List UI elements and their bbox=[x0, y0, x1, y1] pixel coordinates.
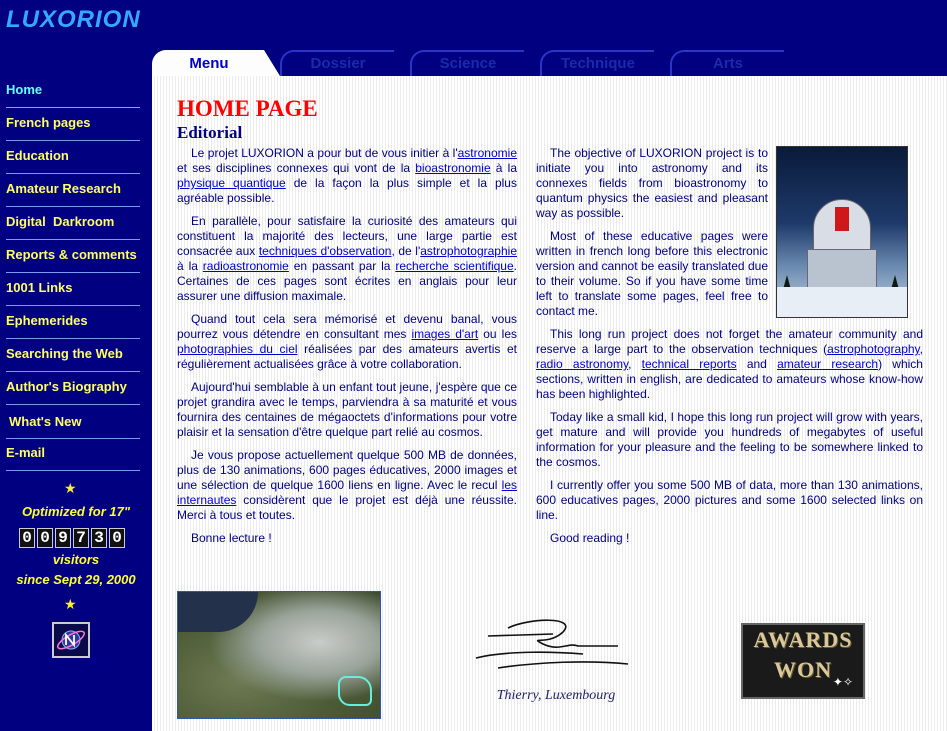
signature-name: Thierry, Luxembourg bbox=[496, 688, 616, 703]
link-astrophotography[interactable]: astrophotography bbox=[827, 342, 920, 356]
awards-text: AWARDS bbox=[753, 627, 853, 652]
sidebar-item-links[interactable]: 1001 Links bbox=[6, 280, 73, 295]
sidebar-item-amateur-research[interactable]: Amateur Research bbox=[6, 181, 121, 196]
paragraph: En parallèle, pour satisfaire la curiosité des amateurs qui constituent la majorité des lecteurs, une large partie est consacrée aux techniques d'observation, de l'astrophotographie à la radioastronomie en passant par la recherche scientifique. Certaines de ces pages sont écrites en anglais pour leur assurer une diffusion maximale. bbox=[177, 214, 517, 303]
counter-digit: 0 bbox=[109, 528, 125, 548]
sparkle-icon: ✦✧ bbox=[832, 675, 853, 689]
editorial-heading: Editorial bbox=[177, 123, 243, 142]
link-techniques-observation[interactable]: techniques d'observation bbox=[258, 244, 392, 258]
tab-arts[interactable] bbox=[670, 50, 784, 76]
awards-text: WON bbox=[774, 657, 832, 682]
nav-divider bbox=[6, 404, 140, 405]
sidebar-item-ephemerides[interactable]: Ephemerides bbox=[6, 313, 88, 328]
since-date: since Sept 29, 2000 bbox=[16, 572, 136, 587]
signature-image bbox=[468, 606, 638, 676]
link-images-art[interactable]: images d'art bbox=[411, 327, 479, 341]
paragraph: Most of these educative pages were written in french long before this electronic version and cannot be easily translated due to their volume. So if you have some time left to translate some pages, feel free to contact me. bbox=[536, 229, 768, 318]
sidebar-item-biography[interactable]: Author's Biography bbox=[6, 379, 127, 394]
counter-digit: 9 bbox=[55, 528, 71, 548]
sidebar-item-email[interactable]: E-mail bbox=[6, 445, 46, 460]
link-bioastronomie[interactable]: bioastronomie bbox=[415, 161, 491, 175]
link-astrophotographie[interactable]: astrophotographie bbox=[420, 244, 517, 258]
nav-divider bbox=[6, 338, 140, 339]
paragraph: The objective of LUXORION project is to initiate you into astronomy and its connexes fields from bioastronomy to quantum physics the easiest and pleasant way as possible. bbox=[536, 146, 768, 220]
nav-divider bbox=[6, 239, 140, 240]
orbit-logo-icon[interactable] bbox=[52, 622, 90, 658]
star-icon: ★ bbox=[64, 480, 77, 496]
visitors-label: visitors bbox=[52, 552, 100, 567]
paragraph: Bonne lecture ! bbox=[191, 531, 272, 545]
top-tabs bbox=[152, 50, 947, 76]
tab-label: Dossier bbox=[310, 55, 366, 72]
nav-divider bbox=[6, 438, 140, 439]
nav-divider bbox=[6, 206, 140, 207]
tab-label: Menu bbox=[189, 55, 229, 72]
visitor-counter bbox=[19, 528, 125, 548]
counter-digit: 7 bbox=[73, 528, 89, 548]
site-logo[interactable]: LUXORION bbox=[6, 6, 141, 33]
tab-label: Arts bbox=[712, 55, 743, 72]
link-radio-astronomy[interactable]: radio astronomy bbox=[536, 357, 629, 371]
tab-dossier[interactable] bbox=[280, 50, 394, 76]
link-astronomie[interactable]: astronomie bbox=[457, 146, 517, 160]
sidebar bbox=[0, 76, 152, 731]
page-title: HOME PAGE bbox=[177, 96, 318, 121]
counter-digit: 3 bbox=[91, 528, 107, 548]
tab-menu[interactable] bbox=[152, 50, 264, 76]
editorial-english-column bbox=[536, 146, 923, 554]
tab-label: Science bbox=[439, 55, 497, 72]
link-amateur-research[interactable]: amateur research bbox=[777, 357, 879, 371]
paragraph: Aujourd'hui semblable à un enfant tout jeune, j'espère que ce projet grandira avec le temps, parviendra à sa maturité et vous fournira des centaines de mégaoctets d'informations pour votre plaisir et la sensation d'être quelque part relié au cosmos. bbox=[177, 380, 517, 439]
optimized-note: Optimized for 17" bbox=[21, 504, 130, 519]
nav-divider bbox=[6, 140, 140, 141]
sidebar-item-digital-darkroom[interactable]: Digital Darkroom bbox=[6, 214, 115, 229]
sidebar-item-french-pages[interactable]: French pages bbox=[6, 115, 91, 130]
counter-digit: 0 bbox=[19, 528, 35, 548]
nav-divider bbox=[6, 173, 140, 174]
counter-digit: 0 bbox=[37, 528, 53, 548]
star-icon: ★ bbox=[64, 596, 77, 612]
awards-won-badge[interactable] bbox=[741, 623, 865, 699]
sidebar-item-home[interactable]: Home bbox=[6, 82, 43, 97]
nav-divider bbox=[6, 272, 140, 273]
nav-divider bbox=[6, 305, 140, 306]
nav-divider bbox=[6, 107, 140, 108]
sidebar-item-whats-new[interactable]: What's New bbox=[9, 414, 82, 429]
paragraph: Quand tout cela sera mémorisé et devenu banal, vous pourrez vous détendre en consultant mes images d'art ou les photographies du ciel réalisées par des amateurs avertis et régulièrement actualisées grâce à votre collaboration. bbox=[177, 312, 517, 371]
nav-divider bbox=[6, 371, 140, 372]
editorial-french-column bbox=[177, 146, 517, 554]
paragraph: Le projet LUXORION a pour but de vous initier à l'astronomie et ses disciplines connexes qui vont de la bioastronomie à la physique quantique de la façon la plus simple et la plus agréable possible. bbox=[177, 146, 518, 205]
satellite-map-image[interactable] bbox=[177, 591, 381, 719]
link-technical-reports[interactable]: technical reports bbox=[641, 357, 737, 371]
sidebar-item-education[interactable]: Education bbox=[6, 148, 69, 163]
paragraph: This long run project does not forget the amateur community and reserve a large part to the observation techniques (astrophotography, radio astronomy, technical reports and amateur research) which sections, written in english, are dedicated to amateurs whose know-how has been highlighted. bbox=[536, 327, 923, 401]
sidebar-item-reports[interactable]: Reports & comments bbox=[6, 247, 137, 262]
main-content bbox=[152, 76, 947, 731]
paragraph: I currently offer you some 500 MB of data, more than 130 animations, 600 educatives pages, 2000 pictures and some 1600 selected links on line. bbox=[536, 478, 923, 522]
paragraph: Today like a small kid, I hope this long run project will grow with years, get mature and will provide you hundreds of megabytes of useful information for your pleasure and the feeling to be somewhere linked to the cosmos. bbox=[536, 410, 923, 469]
link-internautes[interactable]: les internautes bbox=[177, 478, 517, 507]
tab-technique[interactable] bbox=[540, 50, 654, 76]
nav-divider bbox=[6, 470, 140, 471]
paragraph: Good reading ! bbox=[550, 531, 630, 545]
link-photographies-ciel[interactable]: photographies du ciel bbox=[177, 342, 298, 356]
sidebar-item-searching-web[interactable]: Searching the Web bbox=[6, 346, 123, 361]
link-recherche-scientifique[interactable]: recherche scientifique bbox=[395, 259, 514, 273]
tab-label: Technique bbox=[561, 55, 635, 72]
link-radioastronomie[interactable]: radioastronomie bbox=[202, 259, 289, 273]
tab-science[interactable] bbox=[410, 50, 524, 76]
paragraph: Je vous propose actuellement quelque 500 MB de données, plus de 130 animations, 600 pages éducatives, 2000 images et une sélection de quelque 1600 liens en ligne. Avec le recul les internautes considèrent que le projet est déjà une réussite. Merci à tous et toutes. bbox=[177, 448, 517, 522]
link-physique-quantique[interactable]: physique quantique bbox=[177, 176, 286, 190]
